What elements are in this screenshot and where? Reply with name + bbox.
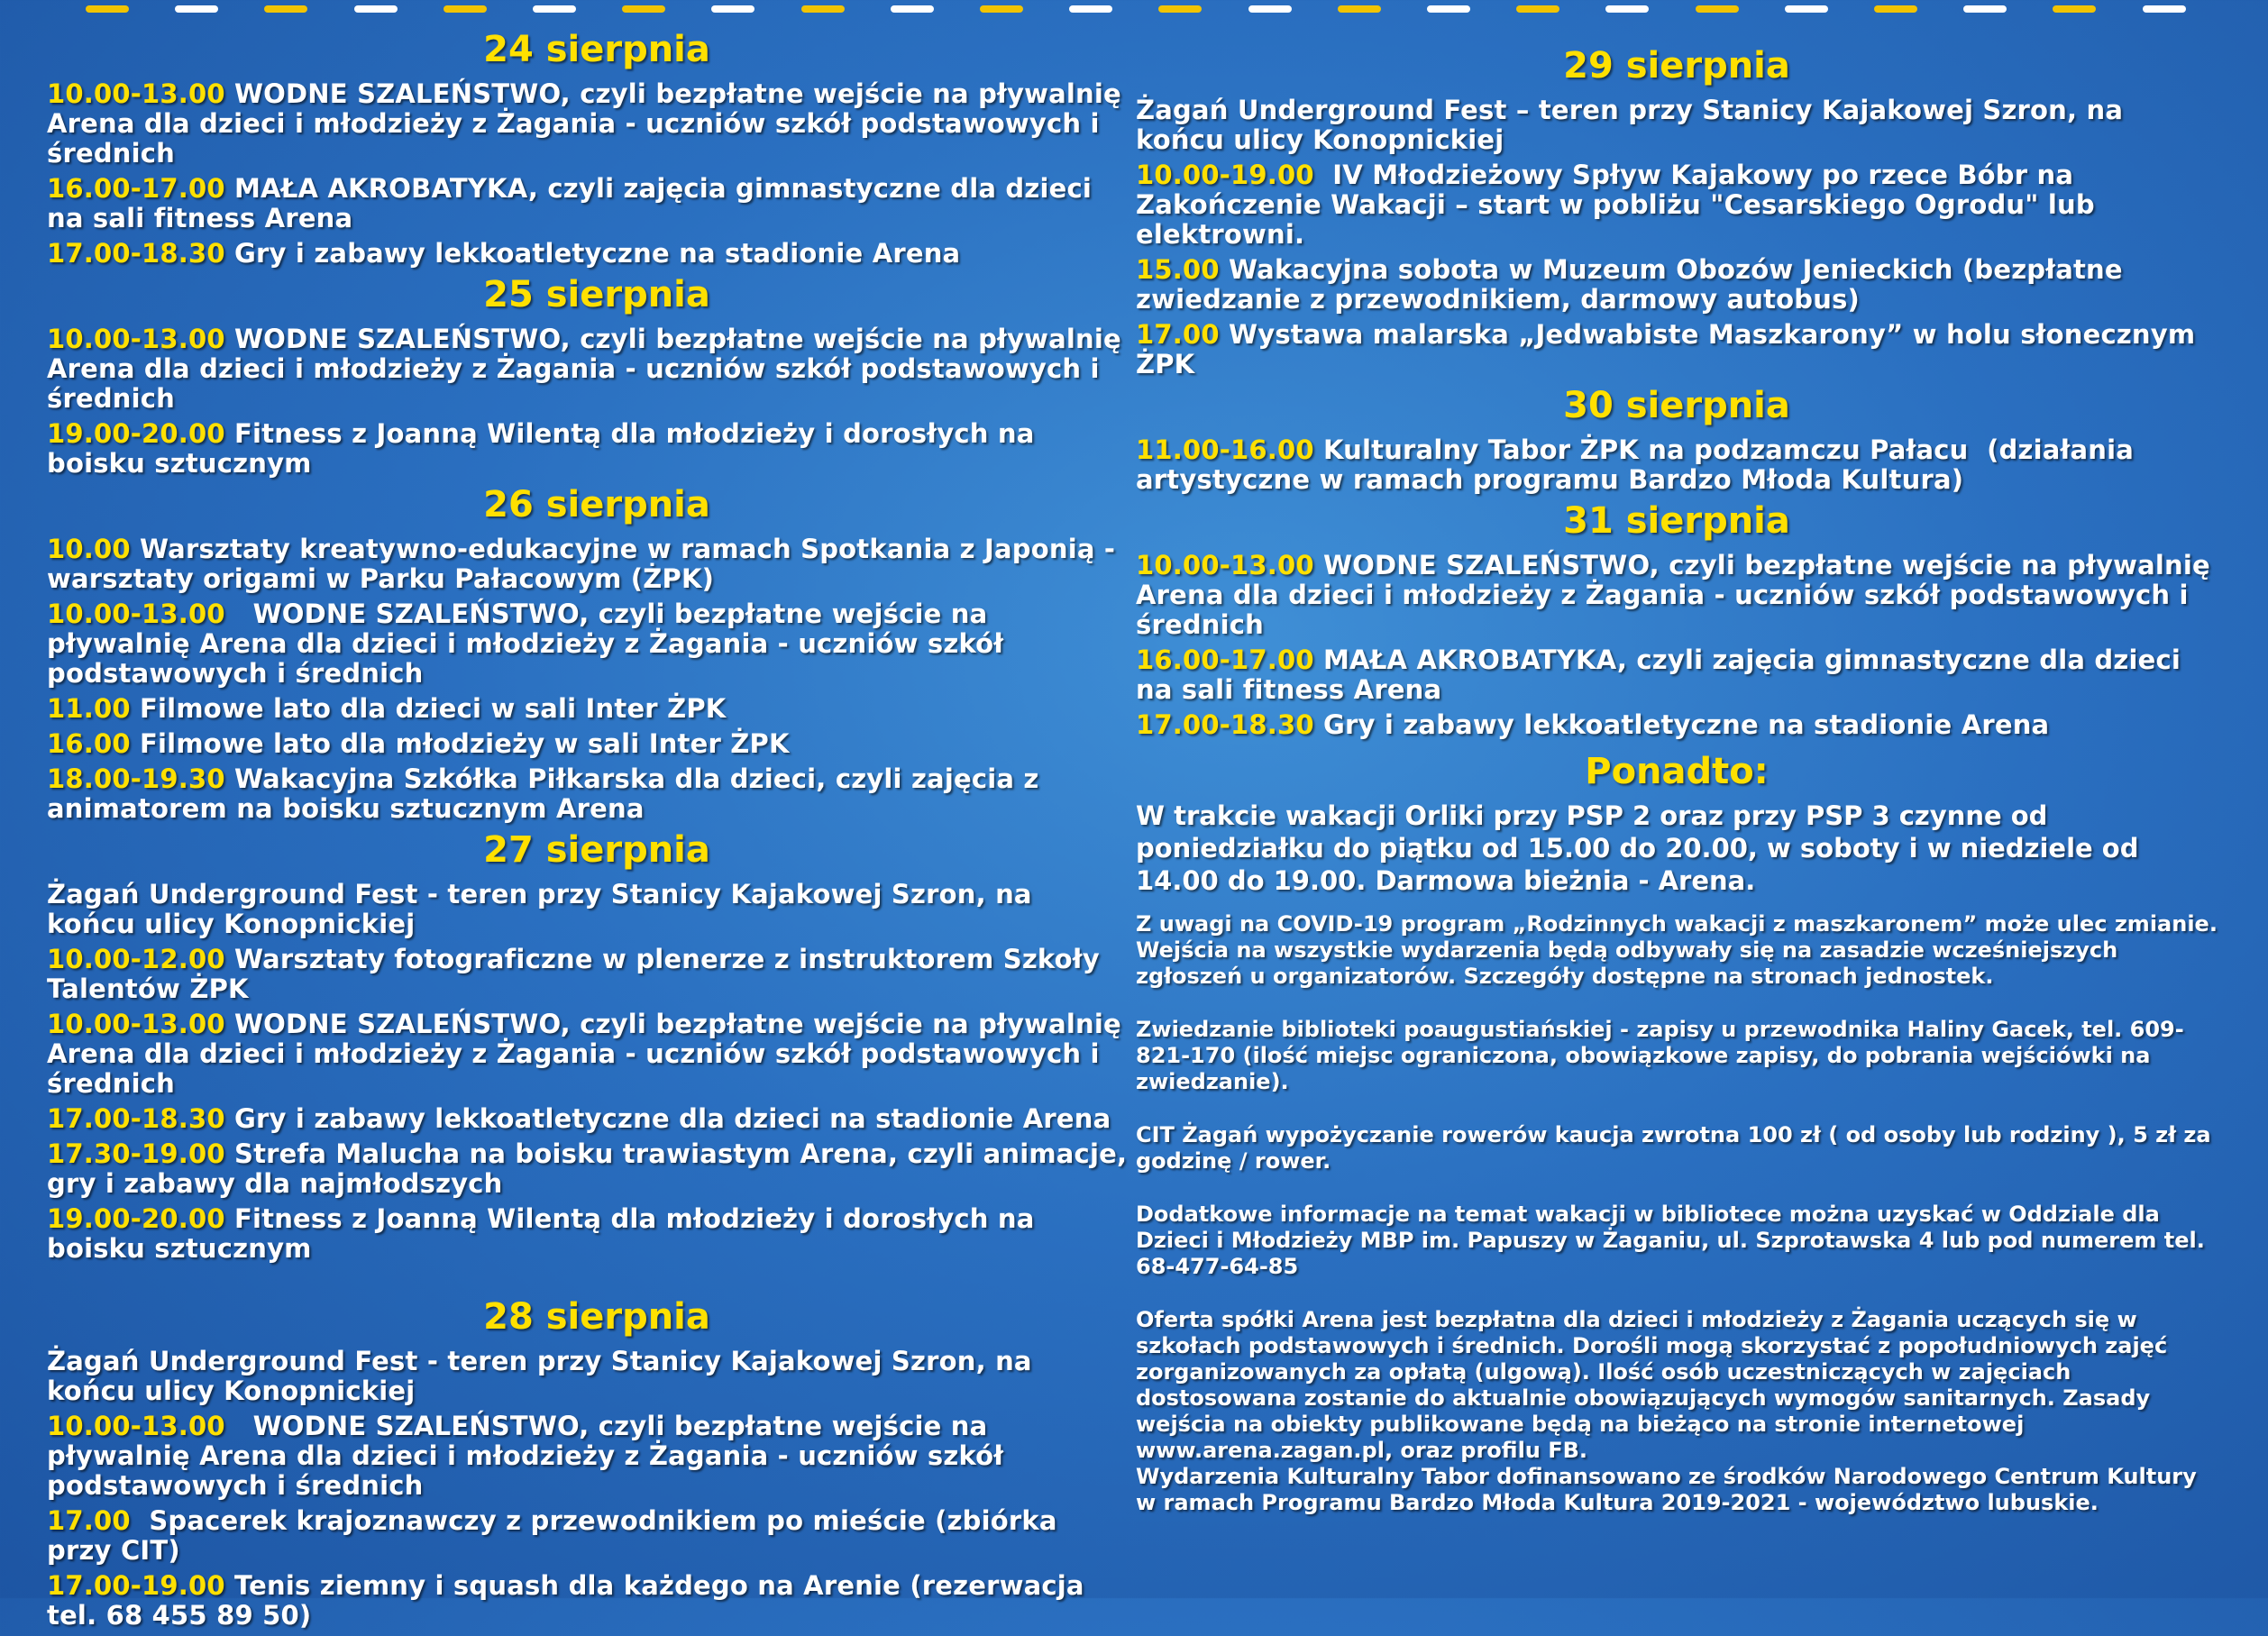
entry-text: Warsztaty kreatywno-edukacyjne w ramach Spotkania z Japonią - warsztaty origami w Parku Pałacowym (ŻPK): [47, 534, 1125, 594]
border-dash: [622, 5, 665, 13]
entry-time: 18.00-19.30: [47, 763, 225, 794]
schedule-entry: [47, 729, 1129, 759]
entry-time: 15.00: [1136, 254, 1220, 285]
schedule-entry: [47, 1571, 1129, 1631]
entry-text: Wakacyjna sobota w Muzeum Obozów Jenieckich (bezpłatne zwiedzanie z przewodnikiem, darmowy autobus): [1136, 254, 2133, 315]
entry-time: 17.00-19.00: [47, 1570, 225, 1601]
border-dash: [1963, 5, 2007, 13]
spacer: [47, 1269, 1129, 1291]
entry-text: Wystawa malarska „Jedwabiste Maszkarony” w holu słonecznym ŻPK: [1136, 319, 2205, 379]
day-title: 28 sierpnia: [483, 1296, 710, 1338]
schedule-entry: [47, 324, 1129, 414]
schedule-entry: [47, 1104, 1129, 1134]
left-schedule-column: [47, 23, 1137, 1636]
schedule-entry: [47, 1412, 1129, 1501]
schedule-entry: [47, 694, 1129, 724]
schedule-entry: [1136, 320, 2218, 379]
entry-text: Gry i zabawy lekkoatletyczne na stadionie Arena: [1313, 709, 2050, 740]
entry-text: WODNE SZALEŃSTWO, czyli bezpłatne wejście na pływalnię Arena dla dzieci i młodzieży z Żagania - uczniów szkół podstawowych i średnich: [1136, 550, 2220, 640]
entry-text: Filmowe lato dla dzieci w sali Inter ŻPK: [130, 693, 727, 724]
entry-text: Gry i zabawy lekkoatletyczne na stadionie Arena: [224, 238, 961, 269]
border-dash: [1338, 5, 1381, 13]
entry-text: Żagań Underground Fest – teren przy Stanicy Kajakowej Szron, na końcu ulicy Konopnickiej: [1136, 95, 2133, 155]
note-library-info: Dodatkowe informacje na temat wakacji w bibliotece można uzyskać w Oddziale dla Dzieci i Młodzieży MBP im. Papuszy w Żaganiu, ul. Szprotawska 4 lub pod numerem tel. 68-477-64-85: [1136, 1202, 2205, 1279]
entry-text: Strefa Malucha na boisku trawiastym Arena, czyli animacje, gry i zabawy dla najmłodszych: [47, 1138, 1137, 1199]
entry-time: 11.00-16.00: [1136, 434, 1314, 465]
border-dash: [1516, 5, 1559, 13]
entry-time: 17.30-19.00: [47, 1138, 225, 1169]
day-section: [47, 274, 1129, 479]
border-dash: [2053, 5, 2096, 13]
entry-time: 10.00-13.00: [47, 1411, 225, 1441]
entry-text: WODNE SZALEŃSTWO, czyli bezpłatne wejście na pływalnię Arena dla dzieci i młodzieży z Żagania - uczniów szkół podstawowych i średnich: [47, 78, 1131, 169]
border-dash: [1427, 5, 1470, 13]
entry-time: 17.00-18.30: [1136, 709, 1314, 740]
border-dash: [1605, 5, 1649, 13]
note-bike-rental: CIT Żagań wypożyczanie rowerów kaucja zwrotna 100 zł ( od osoby lub rodziny ), 5 zł za godzinę / rower.: [1136, 1122, 2211, 1174]
entry-text: Fitness z Joanną Wilentą dla młodzieży i dorosłych na boisku sztucznym: [47, 1203, 1044, 1264]
day-title: 24 sierpnia: [483, 29, 710, 70]
entry-text: WODNE SZALEŃSTWO, czyli bezpłatne wejście na pływalnię Arena dla dzieci i młodzieży z Żagania - uczniów szkół podstawowych i średnich: [47, 1009, 1131, 1099]
schedule-entry: [47, 535, 1129, 594]
entry-text: MAŁA AKROBATYKA, czyli zajęcia gimnastyczne dla dzieci na sali fitness Arena: [1136, 644, 2190, 705]
schedule-entry: [1136, 160, 2218, 250]
schedule-entry: [1136, 96, 2218, 155]
entry-time: 10.00: [47, 534, 131, 564]
entry-time: 16.00-17.00: [1136, 644, 1314, 675]
entry-time: 10.00-13.00: [1136, 550, 1314, 580]
entry-text: MAŁA AKROBATYKA, czyli zajęcia gimnastyczne dla dzieci na sali fitness Arena: [47, 173, 1102, 233]
entry-text: Warsztaty fotograficzne w plenerze z instruktorem Szkoły Talentów ŻPK: [47, 944, 1110, 1004]
border-dash: [1874, 5, 1917, 13]
border-dash: [711, 5, 754, 13]
right-schedule-column: [1136, 40, 2218, 1516]
schedule-entry: [47, 174, 1129, 233]
day-title: 30 sierpnia: [1563, 385, 1790, 426]
entry-time: 10.00-19.00: [1136, 160, 1314, 190]
border-dash: [1158, 5, 1202, 13]
entry-text: Żagań Underground Fest - teren przy Stanicy Kajakowej Szron, na końcu ulicy Konopnickiej: [47, 1346, 1041, 1406]
top-dash-border: [86, 5, 2186, 16]
schedule-entry: [47, 1347, 1129, 1406]
entry-text: Filmowe lato dla młodzieży w sali Inter ŻPK: [130, 728, 790, 759]
entry-time: 17.00: [47, 1505, 131, 1536]
schedule-entry: [1136, 645, 2218, 705]
day-title: 25 sierpnia: [483, 274, 710, 315]
schedule-entry: [47, 599, 1129, 689]
day-title: 29 sierpnia: [1563, 45, 1790, 87]
border-dash: [1696, 5, 1739, 13]
schedule-entry: [1136, 435, 2218, 495]
border-dash: [264, 5, 307, 13]
entry-time: 10.00-13.00: [47, 78, 225, 109]
entry-time: 19.00-20.00: [47, 418, 225, 449]
entry-time: 17.00: [1136, 319, 1220, 350]
schedule-entry: [47, 79, 1129, 169]
note-arena-offer: Oferta spółki Arena jest bezpłatna dla dzieci i młodzieży z Żagania uczących się w szkołach podstawowych i średnich. Dorośli mogą skorzystać z popołudniowych zajęć zorganizowanych za opłatą (ulgową). Ilość osób uczestniczących w zajęciach dostosowana zostanie do aktualnie obowiązujących wymogów sanitarnych. Zasady wejścia na obiekty publikowane będą na bieżąco na stronie internetowej www.arena.zagan.pl, oraz profilu FB.: [1136, 1307, 2168, 1463]
border-dash: [533, 5, 576, 13]
entry-text: Gry i zabawy lekkoatletyczne dla dzieci na stadionie Arena: [224, 1103, 1111, 1134]
entry-time: 10.00-13.00: [47, 599, 225, 629]
entry-text: IV Młodzieżowy Spływ Kajakowy po rzece Bóbr na Zakończenie Wakacji – start w pobliżu "Cesarskiego Ogrodu" lub elektrowni.: [1136, 160, 2105, 250]
entry-text: Tenis ziemny i squash dla każdego na Arenie (rezerwacja tel. 68 455 89 50): [47, 1570, 1093, 1631]
entry-text: WODNE SZALEŃSTWO, czyli bezpłatne wejście na pływalnię Arena dla dzieci i młodzieży z Żagania - uczniów szkół podstawowych i średnich: [47, 324, 1131, 414]
schedule-entry: [47, 945, 1129, 1004]
schedule-entry: [47, 764, 1129, 824]
day-section: [47, 29, 1129, 269]
entry-text: Żagań Underground Fest - teren przy Stanicy Kajakowej Szron, na końcu ulicy Konopnickiej: [47, 879, 1041, 939]
entry-time: 10.00-13.00: [47, 1009, 225, 1039]
entry-text: Kulturalny Tabor ŻPK na podzamczu Pałacu (działania artystyczne w ramach programu Bardzo Młoda Kultura): [1136, 434, 2144, 495]
schedule-entry: [47, 239, 1129, 269]
day-section: [47, 829, 1137, 1264]
border-dash: [1248, 5, 1292, 13]
border-dash: [801, 5, 845, 13]
note-funding: Wydarzenia Kulturalny Tabor dofinansowano ze środków Narodowego Centrum Kultury w ramach Programu Bardzo Młoda Kultura 2019-2021 - województwo lubuskie.: [1136, 1464, 2197, 1515]
note-library-tour: Zwiedzanie biblioteki poaugustiańskiej - zapisy u przewodnika Haliny Gacek, tel. 609-821-170 (ilość miejsc ograniczona, obowiązkowe zapisy, do pobrania wejściówki na zwiedzanie).: [1136, 1017, 2184, 1094]
day-section: [47, 484, 1129, 824]
entry-time: 16.00-17.00: [47, 173, 225, 204]
border-dash: [1069, 5, 1112, 13]
entry-time: 10.00-12.00: [47, 944, 225, 974]
entry-time: 11.00: [47, 693, 131, 724]
schedule-entry: [47, 1506, 1129, 1566]
border-dash: [86, 5, 129, 13]
border-dash: [444, 5, 487, 13]
entry-text: Fitness z Joanną Wilentą dla młodzieży i dorosłych na boisku sztucznym: [47, 418, 1044, 479]
schedule-entry: [47, 880, 1129, 939]
day-title: 27 sierpnia: [483, 829, 710, 871]
schedule-entry: [47, 1138, 1137, 1199]
border-dash: [2143, 5, 2186, 13]
day-section: [1136, 45, 2218, 379]
day-section: [1136, 500, 2218, 740]
day-title: 26 sierpnia: [483, 484, 710, 526]
entry-time: 17.00-18.30: [47, 238, 225, 269]
entry-text: WODNE SZALEŃSTWO, czyli bezpłatne wejście na pływalnię Arena dla dzieci i młodzieży z Żagania - uczniów szkół podstawowych i średnich: [47, 1411, 1013, 1501]
border-dash: [1785, 5, 1828, 13]
day-section: [47, 1296, 1129, 1631]
entry-time: 19.00-20.00: [47, 1203, 225, 1234]
schedule-entry: [1136, 551, 2218, 640]
border-dash: [354, 5, 398, 13]
ponadto-title: Ponadto:: [1585, 751, 1769, 792]
entry-time: 17.00-18.30: [47, 1103, 225, 1134]
schedule-entry: [1136, 710, 2218, 740]
schedule-entry: [47, 1204, 1129, 1264]
border-dash: [891, 5, 934, 13]
ponadto-main-text: W trakcie wakacji Orliki przy PSP 2 oraz przy PSP 3 czynne od poniedziałku do piątku od 15.00 do 20.00, w soboty i w niedziele od 14.00 do 19.00. Darmowa bieżnia - Arena.: [1136, 800, 2139, 896]
day-section: [1136, 385, 2218, 495]
entry-time: 16.00: [47, 728, 131, 759]
schedule-entry: [47, 419, 1129, 479]
right-days: [1136, 45, 2218, 740]
entry-text: Wakacyjna Szkółka Piłkarska dla dzieci, czyli zajęcia z animatorem na boisku sztucznym Arena: [47, 763, 1048, 824]
note-covid: Z uwagi na COVID-19 program „Rodzinnych wakacji z maszkaronem” może ulec zmianie. Wejścia na wszystkie wydarzenia będą odbywały się na zasadzie wcześniejszych zgłoszeń u organizatorów. Szczegóły dostępne na stronach jednostek.: [1136, 911, 2218, 989]
entry-text: WODNE SZALEŃSTWO, czyli bezpłatne wejście na pływalnię Arena dla dzieci i młodzieży z Żagania - uczniów szkół podstawowych i średnich: [47, 599, 1013, 689]
schedule-entry: [1136, 255, 2218, 315]
entry-time: 10.00-13.00: [47, 324, 225, 354]
border-dash: [175, 5, 218, 13]
day-title: 31 sierpnia: [1563, 500, 1790, 542]
border-dash: [980, 5, 1023, 13]
entry-text: Spacerek krajoznawczy z przewodnikiem po mieście (zbiórka przy CIT): [47, 1505, 1066, 1566]
schedule-entry: [47, 1010, 1129, 1099]
